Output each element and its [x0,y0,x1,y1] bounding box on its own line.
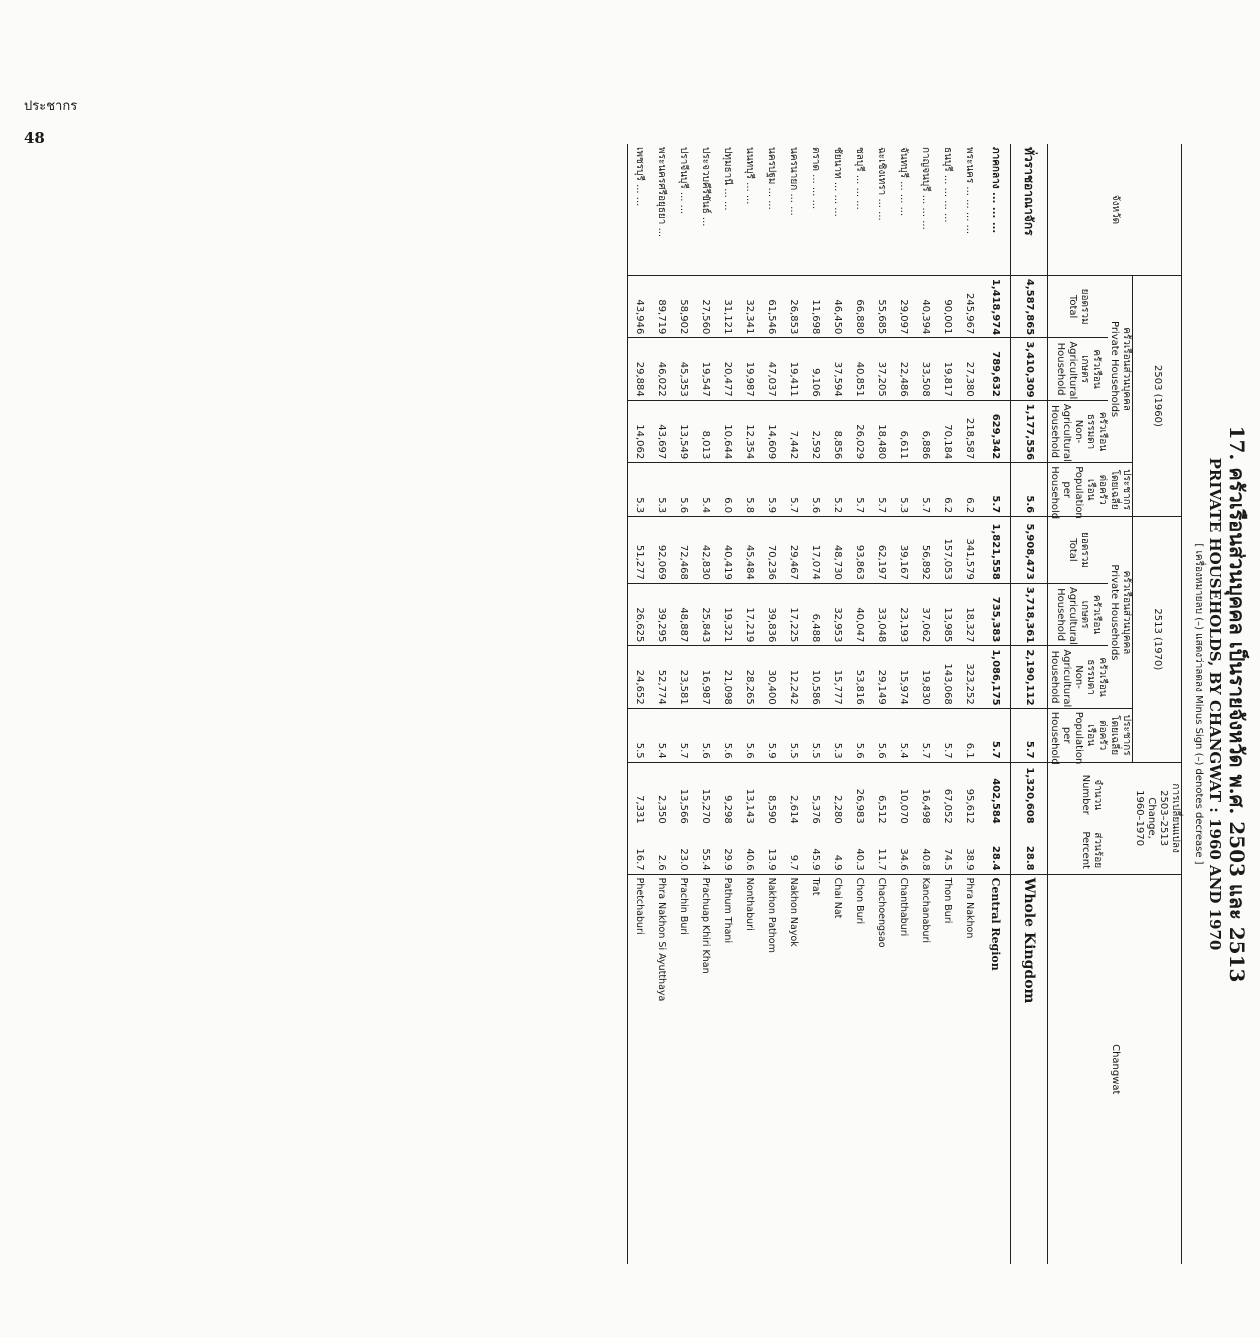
table-row [827,144,849,1264]
cell-non-agricultural-1970: 24,652 [628,646,651,708]
cell-pop-per-household-1960: 5.2 [827,463,849,517]
cell-pop-per-household-1960: 5.7 [849,463,871,517]
cell-agricultural-1960: 40,851 [849,338,871,400]
cell-change-percent: 40.8 [920,848,932,871]
cell-change-number: 67,052 [937,762,959,827]
cell-changwat-english: Chachoengsao [871,874,893,1264]
cell-changwat-thai: ทั่วราชอาณาจักร [1011,144,1048,275]
cell-non-agricultural-1960: 218,587 [959,400,981,462]
cell-non-agricultural-1960: 12,354 [739,400,761,462]
cell-changwat-thai: พระนคร ... ... ... ... [964,147,976,235]
cell-changwat-thai: นครปฐม ... ... [766,147,778,210]
cell-change-percent: 11.7 [876,848,888,871]
table-row [651,144,673,1264]
cell-pop-per-household-1970: 5.6 [695,708,717,762]
cell-pop-per-household-1970: 5.6 [739,708,761,762]
table-row [628,144,651,1264]
cell-non-agricultural-1970: 1,086,175 [981,646,1012,708]
cell-change-number: 5,376 [805,762,827,827]
cell-pop-per-household-1960: 5.4 [695,463,717,517]
cell-total-1970: 40,419 [717,517,739,584]
cell-changwat-thai: กาญจนบุรี ... ... ... [920,147,932,230]
cell-non-agricultural-1970: 15,974 [893,646,915,708]
cell-change-number: 6,512 [871,762,893,827]
cell-agricultural-1960: 47,037 [761,338,783,400]
cell-agricultural-1970: 735,383 [981,583,1012,645]
cell-pop-per-household-1960: 5.7 [981,463,1012,517]
cell-changwat-thai: พระนครศรีอยุธยา ... [656,147,668,238]
cell-pop-per-household-1960: 5.7 [871,463,893,517]
cell-total-1970: 39,167 [893,517,915,584]
cell-total-1970: 51,277 [628,517,651,584]
header-non-agricultural-1970: ครัวเรือน ธรรมดา Non- Agricultural Household [1048,646,1109,708]
cell-total-1970: 62,197 [871,517,893,584]
cell-change-number: 10,070 [893,762,915,827]
cell-changwat-thai: ปทุมธานี ... ... [722,147,734,211]
table-row [761,144,783,1264]
cell-changwat-thai: ฉะเชิงเทรา ... ... [876,147,888,221]
cell-pop-per-household-1960: 6.0 [717,463,739,517]
households-table [628,144,1183,1264]
cell-pop-per-household-1960: 5.7 [783,463,805,517]
cell-non-agricultural-1970: 21,098 [717,646,739,708]
cell-pop-per-household-1970: 5.6 [717,708,739,762]
cell-agricultural-1970: 26,625 [628,583,651,645]
cell-change-number: 402,584 [981,762,1012,827]
cell-non-agricultural-1960: 629,342 [981,400,1012,462]
cell-non-agricultural-1960: 14,609 [761,400,783,462]
cell-total-1970: 45,484 [739,517,761,584]
table-title-thai: 17. ครัวเรือนส่วนบุคคล เป็นรายจังหวัด พ.ศ. 2503 และ 2513 [1225,425,1249,983]
cell-total-1960: 46,450 [827,275,849,337]
cell-non-agricultural-1970: 29,149 [871,646,893,708]
cell-agricultural-1960: 46,022 [651,338,673,400]
cell-change-number: 95,612 [959,762,981,827]
header-total-1960: ยอดรวม Total [1048,275,1109,337]
table-row [849,144,871,1264]
table-row [1011,144,1048,1264]
cell-change-number: 8,590 [761,762,783,827]
cell-pop-per-household-1970: 5.4 [651,708,673,762]
cell-non-agricultural-1960: 8,013 [695,400,717,462]
cell-total-1970: 56,892 [915,517,937,584]
cell-non-agricultural-1970: 16,987 [695,646,717,708]
cell-agricultural-1970: 25,843 [695,583,717,645]
cell-non-agricultural-1960: 14,062 [628,400,651,462]
cell-total-1970: 1,821,558 [981,517,1012,584]
cell-pop-per-household-1960: 6.2 [937,463,959,517]
header-year-1960: 2503 (1960) [1133,275,1182,516]
cell-changwat-thai: ชัยนาท ... ... ... [832,147,844,217]
cell-changwat-english: Chon Buri [849,874,871,1264]
header-pop-per-household-1960: ประชากร โดยเฉลี่ย ต่อครัวเรือน Population per Household [1048,463,1133,517]
header-changwat-english: Changwat [1048,874,1182,1264]
cell-agricultural-1960: 45,353 [673,338,695,400]
cell-changwat-english: Pathum Thani [717,874,739,1264]
cell-change-percent: 23.0 [678,848,690,871]
header-change: การเปลี่ยนแปลง 2503–2513 Change, 1960–1970 [1133,762,1182,874]
cell-non-agricultural-1970: 15,777 [827,646,849,708]
cell-change-percent: 13.9 [766,848,778,871]
cell-total-1960: 29,097 [893,275,915,337]
cell-change-percent: 74.5 [942,848,954,871]
cell-agricultural-1970: 40,047 [849,583,871,645]
cell-agricultural-1970: 32,953 [827,583,849,645]
cell-pop-per-household-1960: 5.3 [628,463,651,517]
cell-pop-per-household-1960: 5.6 [1011,463,1048,517]
cell-pop-per-household-1970: 5.7 [981,708,1012,762]
cell-total-1970: 29,467 [783,517,805,584]
cell-change-number: 16,498 [915,762,937,827]
cell-changwat-english: Prachuap Khiri Khan [695,874,717,1264]
cell-agricultural-1960: 19,817 [937,338,959,400]
cell-agricultural-1970: 17,219 [739,583,761,645]
table-title-english: PRIVATE HOUSEHOLDS, BY CHANGWAT : 1960 AND 1970 [1206,457,1224,951]
header-non-agricultural-1960: ครัวเรือน ธรรมดา Non- Agricultural Household [1048,400,1109,462]
cell-changwat-english: Phra Nakhon Si Ayutthaya [651,874,673,1264]
cell-total-1960: 89,719 [651,275,673,337]
cell-total-1960: 43,946 [628,275,651,337]
cell-total-1960: 40,394 [915,275,937,337]
cell-agricultural-1960: 33,508 [915,338,937,400]
cell-total-1960: 66,880 [849,275,871,337]
cell-agricultural-1970: 39,836 [761,583,783,645]
cell-agricultural-1970: 17,225 [783,583,805,645]
cell-total-1960: 55,685 [871,275,893,337]
cell-agricultural-1970: 3,718,361 [1011,583,1048,645]
cell-changwat-english: Nakhon Nayok [783,874,805,1264]
cell-pop-per-household-1970: 5.3 [827,708,849,762]
cell-pop-per-household-1970: 5.5 [805,708,827,762]
cell-total-1960: 27,560 [695,275,717,337]
cell-non-agricultural-1960: 2,592 [805,400,827,462]
cell-non-agricultural-1970: 30,400 [761,646,783,708]
cell-change-percent: 28.4 [990,845,1002,871]
cell-total-1960: 32,341 [739,275,761,337]
cell-change-percent: 29.9 [722,848,734,871]
cell-non-agricultural-1960: 10,644 [717,400,739,462]
cell-pop-per-household-1960: 5.6 [805,463,827,517]
cell-pop-per-household-1970: 5.6 [871,708,893,762]
cell-non-agricultural-1970: 53,816 [849,646,871,708]
cell-non-agricultural-1970: 52,774 [651,646,673,708]
cell-changwat-thai: ปราจีนบุรี ... ... [678,147,690,215]
cell-changwat-english: Thon Buri [937,874,959,1264]
cell-changwat-thai: ธนบุรี ... ... ... ... [942,147,954,223]
header-change-percent: ส่วนร้อย Percent [1048,827,1133,874]
header-year-1970: 2513 (1970) [1133,517,1182,763]
header-private-households-1960: ครัวเรือนส่วนบุคคล Private Households [1109,275,1134,462]
cell-change-percent: 2.6 [656,854,668,871]
cell-total-1960: 61,546 [761,275,783,337]
cell-non-agricultural-1970: 143,068 [937,646,959,708]
cell-changwat-english: Nonthaburi [739,874,761,1264]
table-body [628,144,1048,1264]
cell-change-percent: 28.8 [1011,827,1048,874]
cell-non-agricultural-1970: 2,190,112 [1011,646,1048,708]
cell-non-agricultural-1970: 19,830 [915,646,937,708]
table-row [871,144,893,1264]
cell-change-number: 2,350 [651,762,673,827]
cell-total-1960: 26,853 [783,275,805,337]
cell-pop-per-household-1960: 5.3 [893,463,915,517]
cell-pop-per-household-1970: 5.7 [1011,708,1048,762]
cell-changwat-english: Kanchanaburi [915,874,937,1264]
cell-change-number: 1,320,608 [1011,762,1048,827]
cell-total-1970: 93,863 [849,517,871,584]
table-title-block [1191,144,1250,1264]
cell-non-agricultural-1960: 70,184 [937,400,959,462]
cell-agricultural-1960: 20,477 [717,338,739,400]
cell-change-number: 13,143 [739,762,761,827]
cell-agricultural-1970: 6,488 [805,583,827,645]
cell-change-number: 9,298 [717,762,739,827]
cell-total-1970: 92,069 [651,517,673,584]
cell-agricultural-1960: 19,411 [783,338,805,400]
cell-total-1970: 48,730 [827,517,849,584]
cell-non-agricultural-1960: 43,697 [651,400,673,462]
cell-non-agricultural-1970: 323,252 [959,646,981,708]
cell-total-1970: 42,830 [695,517,717,584]
cell-changwat-thai: เพชรบุรี ... ... [628,144,651,275]
table-row [915,144,937,1264]
cell-agricultural-1970: 19,321 [717,583,739,645]
cell-agricultural-1970: 13,985 [937,583,959,645]
cell-change-number: 13,566 [673,762,695,827]
cell-pop-per-household-1970: 5.9 [761,708,783,762]
table-row [805,144,827,1264]
cell-agricultural-1970: 48,887 [673,583,695,645]
cell-changwat-thai: นครนายก ... ... [788,147,800,216]
cell-agricultural-1960: 789,632 [981,338,1012,400]
cell-agricultural-1960: 37,594 [827,338,849,400]
cell-agricultural-1960: 29,884 [628,338,651,400]
cell-change-number: 15,270 [695,762,717,827]
table-row [717,144,739,1264]
cell-change-percent: 4.9 [832,854,844,871]
table-row [739,144,761,1264]
cell-total-1960: 31,121 [717,275,739,337]
cell-agricultural-1970: 18,327 [959,583,981,645]
cell-change-number: 2,614 [783,762,805,827]
cell-pop-per-household-1960: 5.8 [739,463,761,517]
table-header [1048,144,1182,1264]
rotated-table-page [460,144,1260,1264]
cell-pop-per-household-1970: 5.4 [893,708,915,762]
cell-changwat-thai: จันทบุรี ... ... ... [898,147,910,217]
cell-change-percent: 38.9 [964,848,976,871]
header-private-households-1970: ครัวเรือนส่วนบุคคล Private Households [1109,517,1134,709]
cell-change-number: 2,280 [827,762,849,827]
cell-pop-per-household-1970: 5.6 [849,708,871,762]
cell-non-agricultural-1960: 6,886 [915,400,937,462]
cell-pop-per-household-1970: 5.5 [783,708,805,762]
cell-changwat-english: Phetchaburi [628,874,651,1264]
table-row [893,144,915,1264]
cell-total-1970: 341,579 [959,517,981,584]
cell-agricultural-1960: 19,547 [695,338,717,400]
cell-change-percent: 40.3 [854,848,866,871]
cell-changwat-english: Chai Nat [827,874,849,1264]
cell-change-number: 7,331 [628,762,651,827]
cell-total-1960: 1,418,974 [981,275,1012,337]
cell-non-agricultural-1960: 18,480 [871,400,893,462]
cell-change-percent: 45.9 [810,848,822,871]
cell-change-percent: 9.7 [788,854,800,871]
cell-non-agricultural-1970: 23,581 [673,646,695,708]
table-subtitle-note: [ เครื่องหมายลบ (–) แสดงว่าลดลง Minus Sign (–) denotes decrease ] [1193,543,1204,865]
cell-changwat-english: Phra Nakhon [959,874,981,1264]
cell-non-agricultural-1960: 26,029 [849,400,871,462]
cell-changwat-english: Central Region [981,874,1012,1264]
cell-total-1960: 11,698 [805,275,827,337]
cell-pop-per-household-1970: 5.7 [937,708,959,762]
cell-changwat-thai: ประจวบคีรีขันธ์ ... [700,147,712,227]
cell-non-agricultural-1960: 1,177,556 [1011,400,1048,462]
cell-total-1960: 4,587,865 [1011,275,1048,337]
cell-non-agricultural-1960: 8,856 [827,400,849,462]
cell-total-1970: 72,468 [673,517,695,584]
cell-total-1960: 90,001 [937,275,959,337]
cell-change-percent: 40.6 [744,848,756,871]
cell-changwat-thai: ตราด ... ... ... [810,147,822,210]
cell-changwat-thai: ชลบุรี ... ... ... [854,147,866,210]
cell-pop-per-household-1970: 6.1 [959,708,981,762]
cell-total-1960: 58,902 [673,275,695,337]
cell-pop-per-household-1960: 5.3 [651,463,673,517]
table-row [783,144,805,1264]
cell-agricultural-1960: 3,410,309 [1011,338,1048,400]
cell-change-number: 26,983 [849,762,871,827]
cell-non-agricultural-1960: 6,611 [893,400,915,462]
page-number: 48 [24,129,45,147]
header-agricultural-1970: ครัวเรือน เกษตร Agricultural Household [1048,583,1109,645]
cell-agricultural-1970: 39,295 [651,583,673,645]
page-header [24,98,77,147]
cell-changwat-english: Trat [805,874,827,1264]
header-change-number: จำนวน Number [1048,762,1133,827]
cell-pop-per-household-1960: 6.2 [959,463,981,517]
table-row [959,144,981,1264]
table-row [937,144,959,1264]
cell-changwat-thai: นนทบุรี ... ... [744,147,756,205]
header-pop-per-household-1970: ประชากร โดยเฉลี่ย ต่อครัวเรือน Population per Household [1048,708,1133,762]
cell-agricultural-1970: 33,048 [871,583,893,645]
cell-changwat-thai: ภาคกลาง ... ... ... [990,147,1002,234]
cell-change-percent: 55.4 [700,848,712,871]
table-row [981,144,1012,1264]
cell-total-1970: 157,053 [937,517,959,584]
cell-non-agricultural-1960: 7,442 [783,400,805,462]
cell-pop-per-household-1960: 5.9 [761,463,783,517]
cell-pop-per-household-1960: 5.7 [915,463,937,517]
cell-change-percent: 34.6 [898,848,910,871]
table-row [673,144,695,1264]
cell-non-agricultural-1970: 28,265 [739,646,761,708]
cell-total-1970: 70,236 [761,517,783,584]
header-total-1970: ยอดรวม Total [1048,517,1109,584]
table-row [695,144,717,1264]
cell-change-percent: 16.7 [628,827,651,874]
cell-pop-per-household-1970: 5.7 [673,708,695,762]
cell-agricultural-1970: 37,062 [915,583,937,645]
cell-non-agricultural-1970: 12,242 [783,646,805,708]
cell-changwat-english: Chanthaburi [893,874,915,1264]
cell-pop-per-household-1970: 5.7 [915,708,937,762]
cell-agricultural-1960: 27,380 [959,338,981,400]
cell-non-agricultural-1960: 13,549 [673,400,695,462]
cell-pop-per-household-1960: 5.6 [673,463,695,517]
cell-agricultural-1960: 37,205 [871,338,893,400]
cell-non-agricultural-1970: 10,586 [805,646,827,708]
cell-agricultural-1970: 23,193 [893,583,915,645]
header-changwat-thai: จังหวัด [1048,144,1182,275]
cell-agricultural-1960: 19,987 [739,338,761,400]
cell-agricultural-1960: 9,106 [805,338,827,400]
cell-changwat-english: Nakhon Pathom [761,874,783,1264]
cell-total-1970: 17,074 [805,517,827,584]
cell-changwat-english: Whole Kingdom [1011,874,1048,1264]
cell-total-1960: 245,967 [959,275,981,337]
page-header-label: ประชากร [24,99,78,114]
cell-agricultural-1960: 22,486 [893,338,915,400]
cell-changwat-english: Prachin Buri [673,874,695,1264]
cell-total-1970: 5,908,473 [1011,517,1048,584]
header-agricultural-1960: ครัวเรือน เกษตร Agricultural Household [1048,338,1109,400]
cell-pop-per-household-1970: 5.5 [628,708,651,762]
